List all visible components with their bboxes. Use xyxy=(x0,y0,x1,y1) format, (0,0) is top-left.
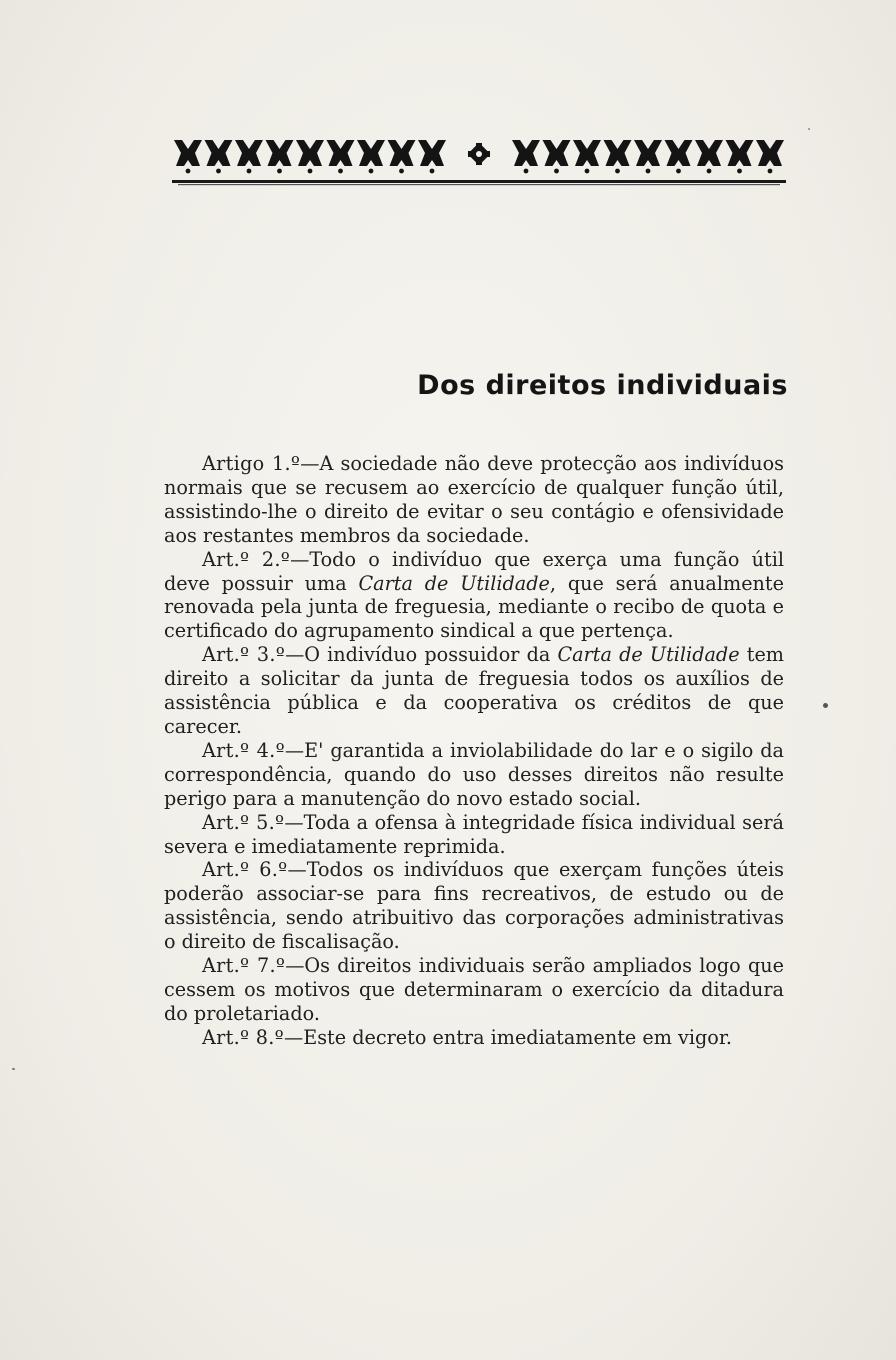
article-text: —A sociedade não deve protecção aos indivíduos normais que se recusem ao exercício de qualquer função útil, assistindo-lhe o direito de evitar o seu contágio e ofensividade aos restantes membros da sociedade. xyxy=(164,452,785,547)
article-4 xyxy=(164,739,784,811)
article-3 xyxy=(164,643,784,739)
article-label: Artigo 1.º xyxy=(202,452,301,475)
article-label: Art.º 3.º xyxy=(202,643,286,667)
article-text: —Todo o indivíduo que exerça uma função útil deve possuir uma xyxy=(164,547,784,595)
decorative-border-ornament xyxy=(170,132,788,190)
article-text: —Todos os indivíduos que exerçam funções úteis poderão associar-se para fins recreativos, de estudo ou de assistência, sendo atribuitivo das corporações administrativas o direito de fiscalisação. xyxy=(164,858,784,954)
article-label: Art.º 5.º xyxy=(202,810,285,834)
article-emphasis: Carta de Utilidade xyxy=(358,571,550,595)
article-label: Art.º 2.º xyxy=(202,547,291,571)
article-2 xyxy=(164,548,784,644)
article-1 xyxy=(164,452,784,548)
article-label: Art.º 7.º xyxy=(202,954,286,978)
section-title: Dos direitos individuais xyxy=(417,370,788,401)
article-7 xyxy=(164,954,784,1026)
article-text: , que será anualmente renovada pela junta de freguesia, mediante o recibo de quota e certificado do agrupamento sindical a que pertença. xyxy=(164,571,784,643)
article-6 xyxy=(164,858,784,954)
article-emphasis: Carta de Utilidade xyxy=(557,643,740,667)
article-8 xyxy=(164,1026,784,1050)
article-text: tem direito a solicitar da junta de freguesia todos os auxílios de assistência pública e da cooperativa os créditos de que carecer. xyxy=(164,643,784,738)
article-text: —Este decreto entra imediatamente em vigor. xyxy=(284,1025,733,1049)
paper-speck xyxy=(12,1068,15,1070)
paper-speck xyxy=(823,703,828,708)
article-text: —E' garantida a inviolabilidade do lar e o sigilo da correspondência, quando do uso desses direitos não resulte perigo para a manutenção do novo estado social. xyxy=(164,738,784,810)
article-text: —O indivíduo possuidor da xyxy=(285,643,558,667)
article-5 xyxy=(164,811,784,859)
star-center-icon xyxy=(468,143,491,166)
article-text: —Os direitos individuais serão ampliados logo que cessem os motivos que determinaram o exercício da ditadura do proletariado. xyxy=(164,954,784,1025)
paper-speck xyxy=(808,128,810,130)
article-text: —Toda a ofensa à integridade física individual será severa e imediatamente reprimida. xyxy=(164,810,784,858)
article-label: Art.º 6.º xyxy=(202,858,288,882)
article-label: Art.º 4.º xyxy=(202,738,285,762)
articles-body xyxy=(164,452,784,1050)
article-label: Art.º 8.º xyxy=(202,1025,284,1049)
